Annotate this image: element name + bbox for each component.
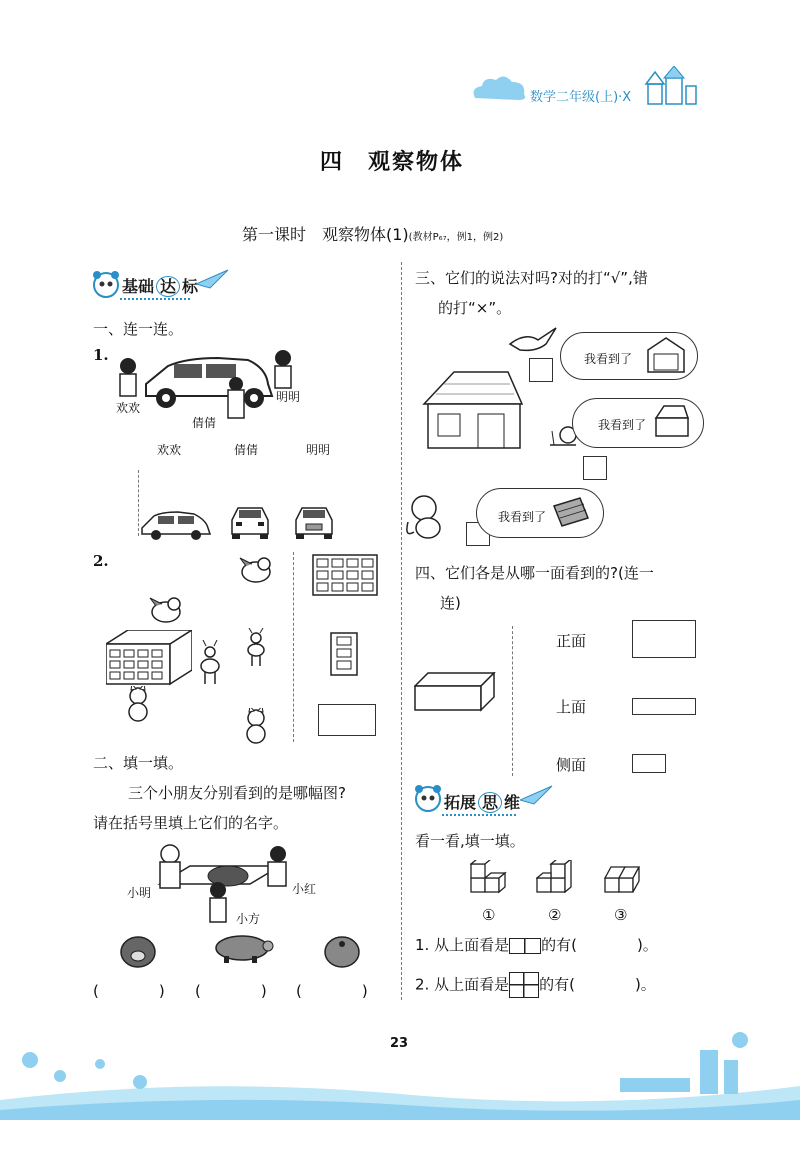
figure-label-2: ②: [548, 906, 562, 924]
ext-line-2: [415, 972, 656, 998]
speech-text-snail: 我看到了: [598, 418, 647, 432]
section-badge-extension: [444, 790, 520, 813]
swallow-icon: [506, 326, 558, 356]
kid-name-xiaohong: 小红: [292, 882, 317, 896]
house-front-view: [652, 404, 690, 438]
kid-name-xiaoming: 小明: [127, 886, 152, 900]
view-label-top: 上面: [556, 698, 587, 716]
ext-line-2-prefix: 2. 从上面看是: [415, 975, 510, 994]
footer-wave-decoration: [0, 1020, 800, 1120]
ext-line-1: [415, 934, 658, 955]
kid-name-xiaofang: 小方: [236, 912, 261, 926]
badge-text-2: 达: [156, 276, 180, 297]
bird-icon: [238, 552, 274, 586]
q1-sub2-number: 2.: [93, 552, 109, 570]
lesson-reference: (教材P₆₇，例1，例2): [408, 232, 504, 243]
scene-name-mingming: 明明: [276, 390, 301, 404]
header-castle-icon: [642, 66, 702, 108]
house-top-view: [550, 496, 590, 528]
lesson-title-text: 第一课时 观察物体(1): [242, 225, 409, 244]
badge-text-1: 基础: [122, 277, 155, 296]
header-book-title: 数学二年级(上)·X: [530, 90, 632, 105]
q2-text-line2: 请在括号里填上它们的名字。: [93, 814, 289, 832]
q3-heading-line1: 三、它们的说法对吗?对的打“√”,错: [415, 269, 648, 287]
ext-badge-text-2: 思: [478, 792, 502, 813]
q3-heading-line2: 的打“×”。: [438, 299, 512, 317]
q4-heading-line1: 四、它们各是从哪一面看到的?(连一: [415, 564, 654, 582]
q2-heading: 二、填一填。: [93, 754, 184, 772]
building-top-view: [318, 704, 376, 736]
ext-line-1-prefix: 1. 从上面看是: [415, 936, 510, 954]
blank-1[interactable]: ( ): [93, 982, 165, 1000]
building-3d: [106, 630, 192, 686]
answer-box-bird[interactable]: [529, 358, 553, 382]
kids-pig-scene: [150, 840, 300, 924]
ext-intro: 看一看,填一填。: [415, 832, 525, 850]
answer-box-snail[interactable]: [583, 456, 607, 480]
house-drawing: [418, 364, 524, 450]
paper-plane-icon: [196, 268, 230, 290]
ext-line-2-suffix[interactable]: 的有( )。: [539, 975, 656, 994]
header-cloud-decoration: [470, 70, 530, 104]
paper-plane-icon-2: [520, 784, 554, 806]
pig-side-view: [212, 932, 276, 964]
scene-name-qianqian: 倩倩: [192, 416, 217, 430]
ext-badge-text-3: 维: [504, 793, 521, 812]
pig-back-view: [322, 932, 362, 970]
section-badge-basic: [122, 274, 198, 297]
cat-icon-2: [242, 708, 270, 744]
front-view-rect: [632, 620, 696, 658]
q1-sub1-number: 1.: [93, 346, 109, 364]
building-side-view: [330, 632, 358, 676]
monkey-icon: [404, 492, 456, 542]
q4-heading-line2: 连): [440, 594, 461, 612]
pig-front-view: [118, 932, 158, 970]
speech-text-monkey: 我看到了: [498, 510, 547, 524]
deer-icon: [198, 640, 222, 686]
q1-divider-sub2: [293, 552, 294, 742]
two-squares-horizontal-icon: [509, 938, 541, 954]
deer-icon-2: [244, 628, 268, 668]
bird-icon-2: [148, 592, 184, 626]
panda-icon: [90, 268, 122, 300]
q1-heading: 一、连一连。: [93, 320, 184, 338]
top-view-rect: [632, 698, 696, 715]
speech-text-bird: 我看到了: [584, 352, 633, 366]
side-view-rect: [632, 754, 666, 773]
page-number: 23: [390, 1036, 409, 1051]
q4-divider: [512, 626, 513, 776]
row-name-huanhuan: 欢欢: [157, 443, 182, 457]
cube-figure-3: [604, 866, 646, 900]
badge-underline: [120, 298, 190, 300]
chapter-title: 四 观察物体: [320, 150, 465, 175]
lesson-title: [242, 222, 503, 245]
blank-3[interactable]: ( ): [296, 982, 368, 1000]
column-divider: [401, 262, 402, 1000]
figure-label-3: ③: [614, 906, 628, 924]
car-back-view: [228, 504, 272, 540]
cuboid-3d: [414, 672, 496, 712]
badge-text-3: 标: [182, 277, 199, 296]
view-label-front: 正面: [556, 632, 587, 650]
car-front-view: [292, 504, 336, 540]
panda-icon-2: [412, 782, 444, 814]
house-roof-view: [646, 336, 686, 374]
blank-2[interactable]: ( ): [195, 982, 267, 1000]
scene-name-huanhuan: 欢欢: [116, 401, 141, 415]
car-side-view: [138, 506, 214, 540]
square-grid-icon: [509, 972, 539, 998]
ext-line-1-suffix[interactable]: 的有( )。: [541, 936, 658, 954]
ext-badge-underline: [442, 814, 516, 816]
cube-figure-2: [536, 860, 578, 900]
cat-icon: [124, 686, 152, 722]
row-name-qianqian: 倩倩: [234, 443, 259, 457]
figure-label-1: ①: [482, 906, 496, 924]
view-label-side: 侧面: [556, 756, 587, 774]
ext-badge-text-1: 拓展: [444, 793, 477, 812]
q2-text-line1: 三个小朋友分别看到的是哪幅图?: [128, 784, 346, 802]
row-name-mingming: 明明: [306, 443, 331, 457]
building-front-view: [312, 554, 378, 596]
cube-figure-1: [470, 860, 512, 900]
